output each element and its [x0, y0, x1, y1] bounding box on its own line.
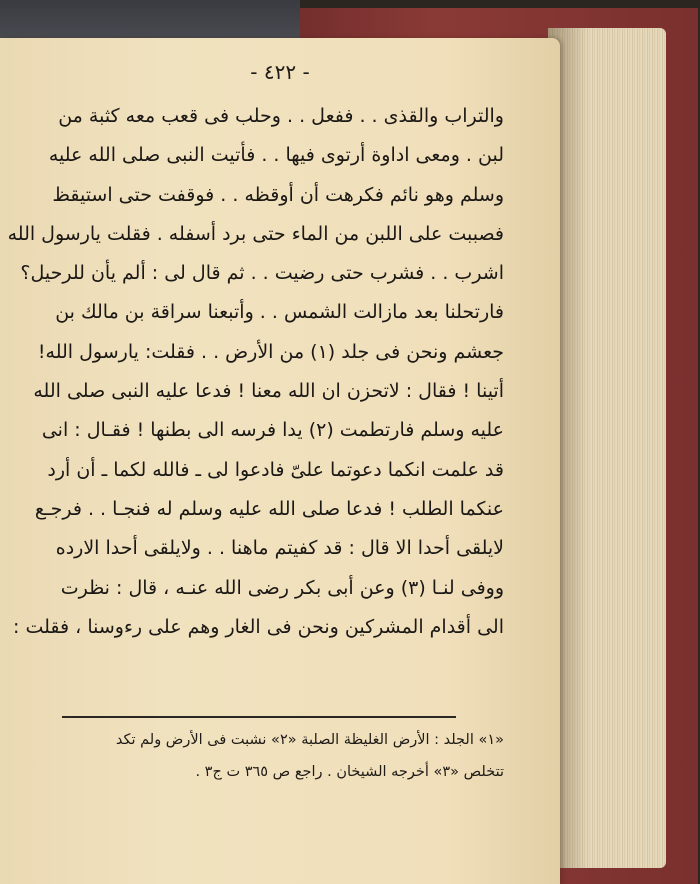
footnotes	[64, 724, 504, 788]
text-line: عليه وسلم فارتطمت (٢) يدا فرسه الى بطنها ! فقـال : انى	[41, 419, 504, 442]
page-number: - ٤٢٢ -	[250, 60, 310, 84]
body-text	[7, 97, 504, 647]
text-line: أتينا ! فقال : لاتحزن ان الله معنا ! فدعا عليه النبى صلى الله	[33, 380, 504, 403]
text-line: جعشم ونحن فى جلد (١) من الأرض . . فقلت: يارسول الله!	[37, 340, 504, 363]
footnote-divider	[62, 716, 456, 718]
text-line: فصببت على اللبن من الماء حتى برد أسفله . فقلت يارسول الله	[7, 222, 504, 245]
text-line: لايلقى أحدا الا قال : قد كفيتم ماهنا . . ولايلقى أحدا الارده	[55, 537, 504, 560]
text-line: وسلم وهو نائم فكرهت أن أوقظه . . فوقفت حتى استيقظ	[52, 183, 504, 206]
text-line: عنكما الطلب ! فدعا صلى الله عليه وسلم له فنجـا . . فرجـع	[34, 497, 504, 520]
text-line: اشرب . . فشرب حتى رضيت . . ثم قال لى : ألم يأن للرحيل؟	[20, 262, 504, 285]
text-line: والتراب والقذى . . ففعل . . وحلب فى قعب معه كثبة من	[58, 105, 504, 127]
text-line: فارتحلنا بعد مازالت الشمس . . وأتبعنا سراقة بن مالك بن	[55, 301, 504, 324]
footnote-line: تتخلص «٣» أخرجه الشيخان . راجع ص ٣٦٥ ت ج٣ .	[195, 764, 504, 780]
background-object	[0, 0, 300, 40]
text-line: ووفى لنـا (٣) وعن أبى بكر رضى الله عنـه ، قال : نظرت	[60, 576, 504, 599]
text-line: الى أقدام المشركين ونحن فى الغار وهم على رءوسنا ، فقلت :	[13, 615, 504, 638]
text-line: قد علمت انكما دعوتما علىّ فادعوا لى ـ فالله لكما ـ أن أرد	[47, 458, 504, 481]
text-line: لبن . ومعى اداوة أرتوى فيها . . فأتيت النبى صلى الله عليه	[48, 144, 504, 167]
footnote-line: «١» الجلد : الأرض الغليظة الصلبة «٢» نشبت فى الأرض ولم تكد	[115, 732, 504, 748]
